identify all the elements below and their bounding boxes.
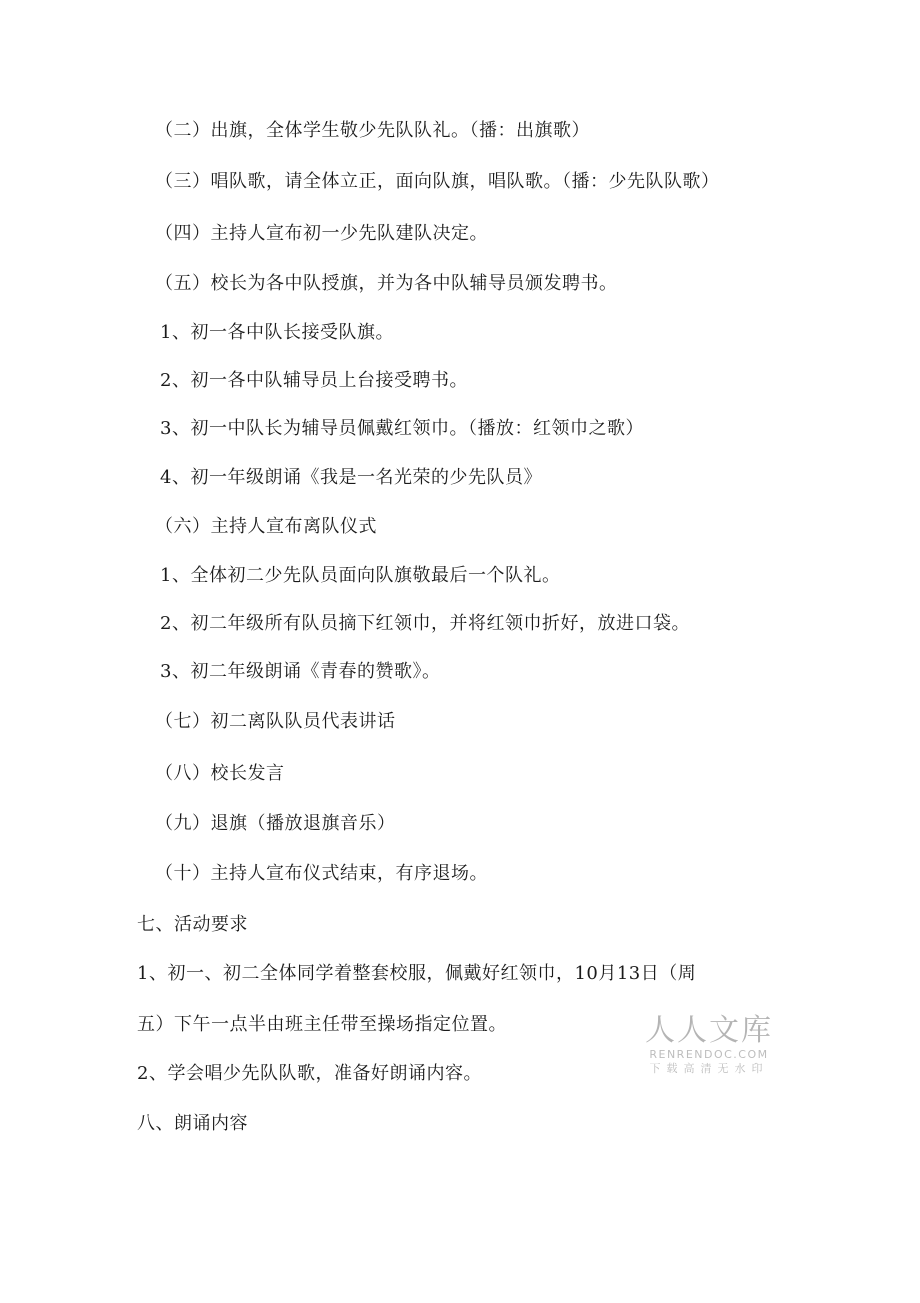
watermark-url: RENRENDOC.COM <box>649 1048 769 1061</box>
section-heading: 八、朗诵内容 <box>137 1113 248 1134</box>
watermark-logo <box>644 1014 774 1076</box>
text-line: （三）唱队歌，请全体立正，面向队旗，唱队歌。（播：少先队队歌） <box>155 171 720 192</box>
text-line: （二）出旗，全体学生敬少先队队礼。（播：出旗歌） <box>155 120 590 141</box>
text-line: 2、学会唱少先队队歌，准备好朗诵内容。 <box>137 1063 482 1084</box>
text-line: 1、初一、初二全体同学着整套校服，佩戴好红领巾，10月13日（周 <box>137 963 697 984</box>
text-line: （八）校长发言 <box>155 763 285 784</box>
text-line: （五）校长为各中队授旗，并为各中队辅导员颁发聘书。 <box>155 273 618 294</box>
text-line: 1、全体初二少先队员面向队旗敬最后一个队礼。 <box>160 565 561 586</box>
watermark-subtitle: 下载高清无水印 <box>649 1062 769 1075</box>
text-line: 3、初二年级朗诵《青春的赞歌》。 <box>160 661 441 682</box>
text-line: 4、初一年级朗诵《我是一名光荣的少先队员》 <box>160 467 542 488</box>
text-line: 3、初一中队长为辅导员佩戴红领巾。（播放：红领巾之歌） <box>160 418 644 439</box>
section-heading: 七、活动要求 <box>137 914 248 935</box>
text-line: 五）下午一点半由班主任带至操场指定位置。 <box>137 1014 507 1035</box>
watermark-title: 人人文库 <box>645 1013 773 1048</box>
text-line: 2、初二年级所有队员摘下红领巾，并将红领巾折好，放进口袋。 <box>160 613 690 634</box>
text-line: （十）主持人宣布仪式结束，有序退场。 <box>155 863 488 884</box>
text-line: （七）初二离队队员代表讲话 <box>155 711 396 732</box>
text-line: （四）主持人宣布初一少先队建队决定。 <box>155 223 488 244</box>
text-line: （六）主持人宣布离队仪式 <box>155 516 377 537</box>
text-line: （九）退旗（播放退旗音乐） <box>155 813 396 834</box>
text-line: 1、初一各中队长接受队旗。 <box>160 322 394 343</box>
text-line: 2、初一各中队辅导员上台接受聘书。 <box>160 370 468 391</box>
